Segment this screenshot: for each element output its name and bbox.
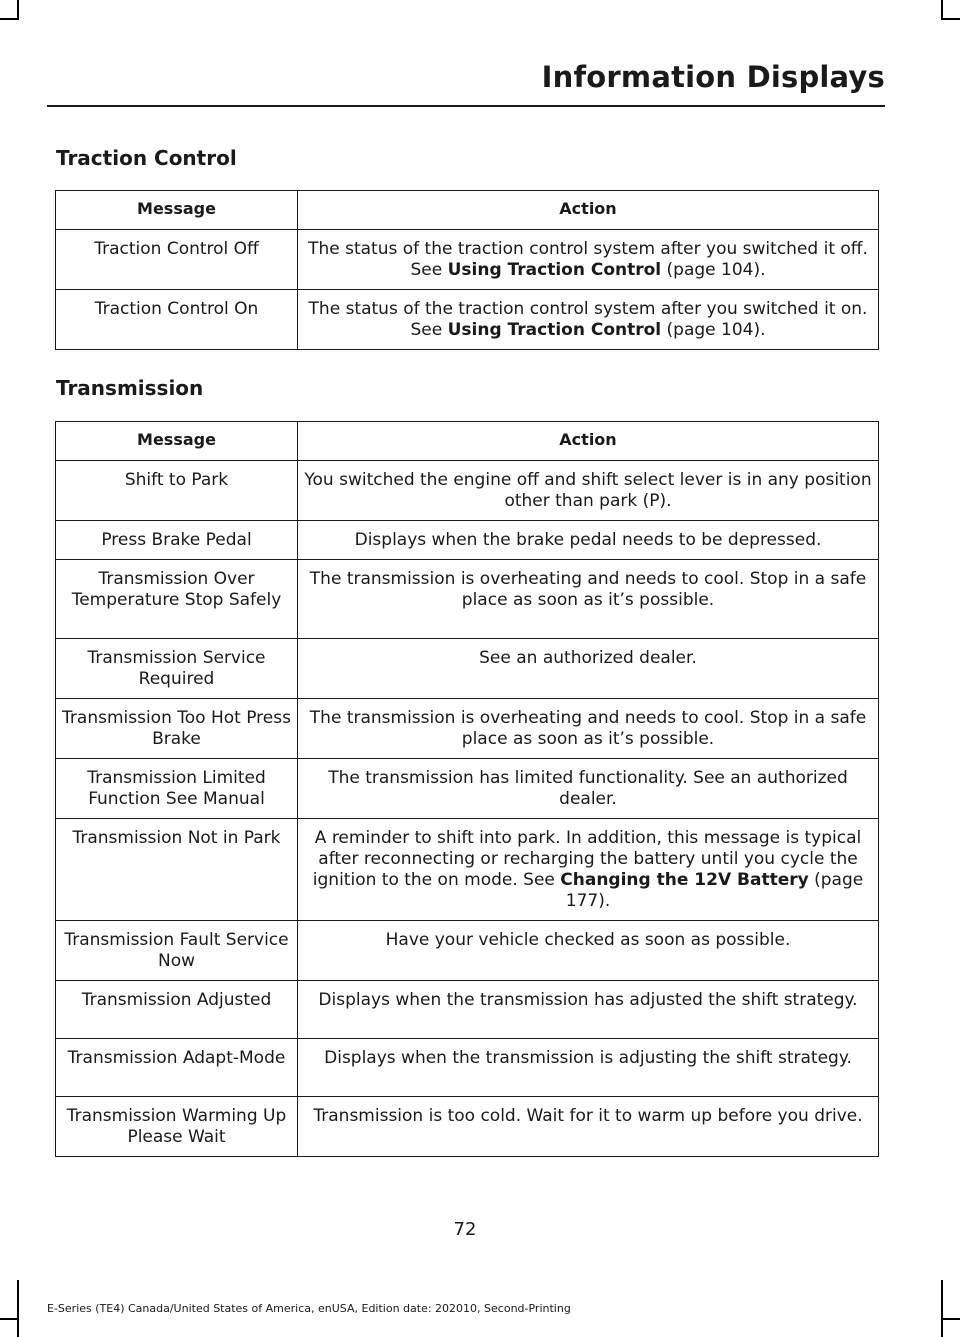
page-reference: (page 177). [565, 870, 864, 911]
column-header-action: Action [298, 191, 879, 230]
message-cell: Transmission Too Hot Press Brake [56, 699, 298, 759]
table-row [56, 819, 879, 921]
table-header-row [56, 191, 879, 230]
table-row [56, 1097, 879, 1157]
page-title: Information Displays [541, 60, 885, 94]
column-header-action: Action [298, 422, 879, 461]
action-cell: See an authorized dealer. [298, 639, 879, 699]
action-text: The status of the traction control system after you switched it off. See [308, 239, 868, 280]
table-row [56, 1039, 879, 1097]
table-row [56, 521, 879, 560]
crop-mark-top-right-h [941, 18, 960, 20]
action-cell [298, 230, 879, 290]
page-reference: (page 104). [661, 260, 766, 280]
message-cell: Transmission Over Temperature Stop Safely [56, 560, 298, 639]
action-cell: You switched the engine off and shift select lever is in any position other than park (P). [298, 461, 879, 521]
table-row [56, 921, 879, 981]
page-reference: (page 104). [661, 320, 766, 340]
table-row [56, 560, 879, 639]
message-cell: Transmission Warming Up Please Wait [56, 1097, 298, 1157]
table-row [56, 639, 879, 699]
message-cell: Shift to Park [56, 461, 298, 521]
action-cell: Have your vehicle checked as soon as possible. [298, 921, 879, 981]
crop-mark-top-left-h [0, 18, 19, 20]
crop-mark-bottom-right-h [941, 1318, 960, 1320]
table-row [56, 699, 879, 759]
column-header-message: Message [56, 422, 298, 461]
message-cell: Transmission Adapt-Mode [56, 1039, 298, 1097]
message-cell: Transmission Fault Service Now [56, 921, 298, 981]
table-row [56, 290, 879, 350]
cross-reference-link[interactable]: Using Traction Control [447, 260, 662, 280]
page-number: 72 [453, 1219, 477, 1240]
crop-mark-bottom-left-h [0, 1318, 19, 1320]
message-cell: Transmission Limited Function See Manual [56, 759, 298, 819]
transmission-section-title: Transmission [56, 376, 204, 400]
message-cell: Traction Control Off [56, 230, 298, 290]
table-row [56, 759, 879, 819]
action-cell: Displays when the transmission is adjusting the shift strategy. [298, 1039, 879, 1097]
action-text: A reminder to shift into park. In addition, this message is typical after reconnecting or recharging the battery until you cycle the ignition to the on mode. See [312, 828, 862, 890]
transmission-table [55, 421, 879, 1157]
message-cell: Transmission Service Required [56, 639, 298, 699]
edition-footer: E-Series (TE4) Canada/United States of America, enUSA, Edition date: 202010, Second-Printing [47, 1302, 571, 1315]
table-row [56, 230, 879, 290]
crop-mark-bottom-left-v [17, 1280, 19, 1337]
crop-mark-top-left-v [17, 0, 19, 20]
message-cell: Press Brake Pedal [56, 521, 298, 560]
action-cell [298, 819, 879, 921]
action-cell: Displays when the brake pedal needs to be depressed. [298, 521, 879, 560]
action-cell: Displays when the transmission has adjusted the shift strategy. [298, 981, 879, 1039]
action-cell: The transmission is overheating and needs to cool. Stop in a safe place as soon as it’s possible. [298, 699, 879, 759]
table-header-row [56, 422, 879, 461]
action-cell [298, 290, 879, 350]
column-header-message: Message [56, 191, 298, 230]
action-cell: The transmission has limited functionality. See an authorized dealer. [298, 759, 879, 819]
action-cell: The transmission is overheating and needs to cool. Stop in a safe place as soon as it’s possible. [298, 560, 879, 639]
action-cell: Transmission is too cold. Wait for it to warm up before you drive. [298, 1097, 879, 1157]
traction-section-title: Traction Control [56, 146, 237, 170]
action-text: The status of the traction control system after you switched it on. See [308, 299, 868, 340]
title-divider [47, 105, 885, 107]
cross-reference-link[interactable]: Changing the 12V Battery [560, 870, 809, 890]
message-cell: Transmission Adjusted [56, 981, 298, 1039]
crop-mark-bottom-right-v [941, 1280, 943, 1337]
table-row [56, 461, 879, 521]
cross-reference-link[interactable]: Using Traction Control [447, 320, 662, 340]
traction-table [55, 190, 879, 350]
message-cell: Transmission Not in Park [56, 819, 298, 921]
table-row [56, 981, 879, 1039]
crop-mark-top-right-v [941, 0, 943, 20]
message-cell: Traction Control On [56, 290, 298, 350]
